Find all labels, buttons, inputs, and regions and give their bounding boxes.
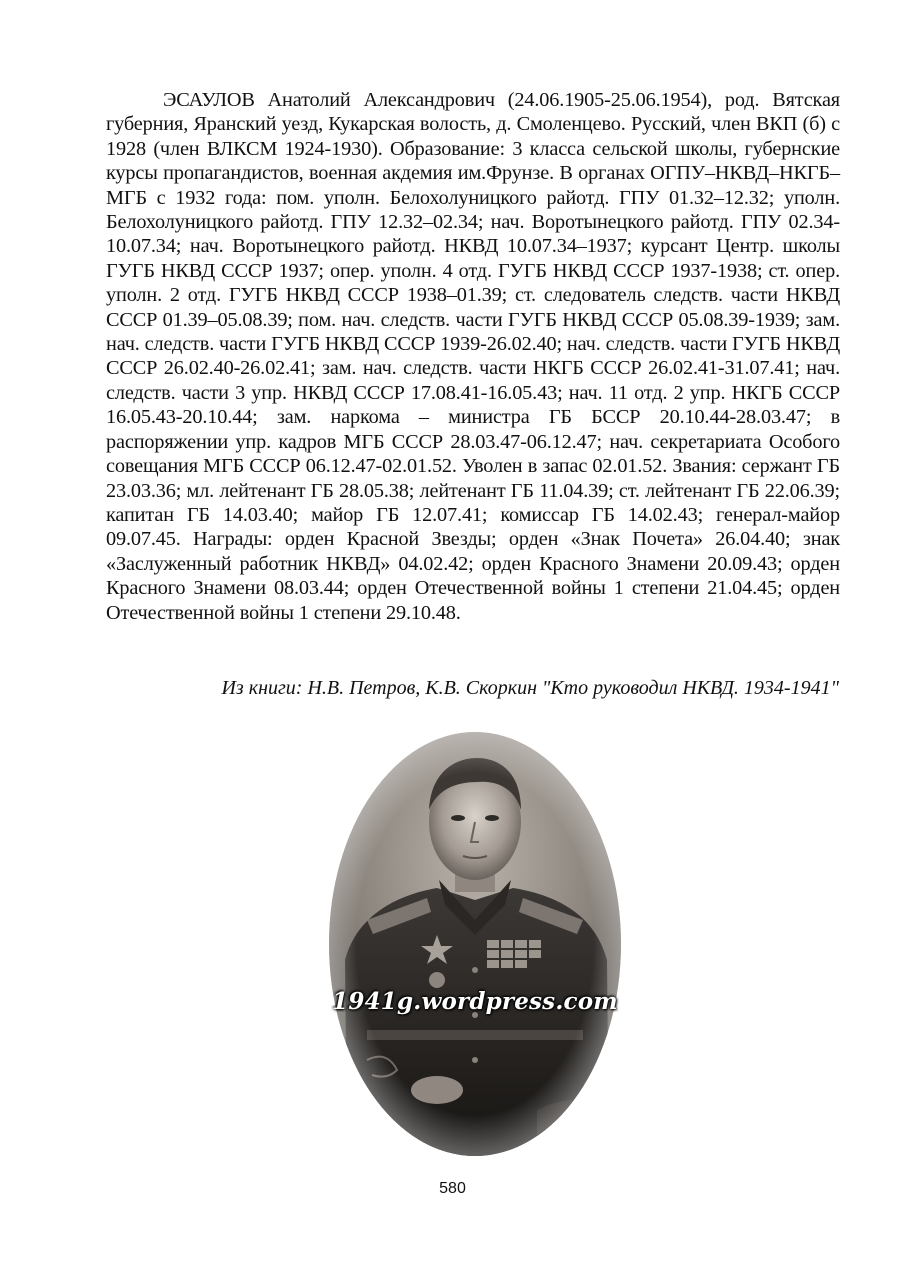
biography-paragraph: ЭСАУЛОВ Анатолий Александрович (24.06.1905-25.06.1954), род. Вятская губерния, Яранский уезд, Кукарская волость, д. Смоленцево. Русский, член ВКП (б) с 1928 (член ВЛКСМ 1924-1930). Образование: 3 класса сельской школы, губернские курсы пропагандистов, военная акдемия им.Фрунзе. В органах ОГПУ–НКВД–НКГБ–МГБ с 1932 года: пом. уполн. Белохолуницкого райотд. ГПУ 01.32–12.32; уполн. Белохолуницкого райотд. ГПУ 12.32–02.34; нач. Воротынецкого райотд. ГПУ 02.34-10.07.34; нач. Воротынецкого райотд. НКВД 10.07.34–1937; курсант Центр. школы ГУГБ НКВД СССР 1937; опер. уполн. 4 отд. ГУГБ НКВД СССР 1937-1938; ст. опер. уполн. 2 отд. ГУГБ НКВД СССР 1938–01.39; ст. следователь следств. части НКВД СССР 01.39–05.08.39; пом. нач. следств. части ГУГБ НКВД СССР 05.08.39-1939; зам. нач. следств. части ГУГБ НКВД СССР 1939-26.02.40; нач. следств. части ГУГБ НКВД СССР 26.02.40-26.02.41; зам. нач. следств. части НКГБ СССР 26.02.41-31.07.41; нач. следств. части 3 упр. НКВД СССР 17.08.41-16.05.43; нач. 11 отд. 2 упр. НКГБ СССР 16.05.43-20.10.44; зам. наркома – министра ГБ БССР 20.10.44-28.03.47; в распоряжении упр. кадров МГБ СССР 28.03.47-06.12.47; нач. секретариата Особого совещания МГБ СССР 06.12.47-02.01.52. Уволен в запас 02.01.52. Звания: сержант ГБ 23.03.36; мл. лейтенант ГБ 28.05.38; лейтенант ГБ 11.04.39; ст. лейтенант ГБ 22.06.39; капитан ГБ 14.03.40; майор ГБ 12.07.41; комиссар ГБ 14.02.43; генерал-майор 09.07.45. Награды: орден Красной Звезды; орден «Знак Почета» 26.04.40; знак «Заслуженный работник НКВД» 04.02.42; орден Красного Знамени 20.09.43; орден Красного Знамени 08.03.44; орден Отечественной войны 1 степени 21.04.45; орден Отечественной войны 1 степени 29.10.48. xyxy=(106,89,840,624)
portrait-photo xyxy=(327,730,623,1158)
source-citation: Из книги: Н.В. Петров, К.В. Скоркин "Кто руководил НКВД. 1934-1941" xyxy=(221,677,839,699)
portrait-image xyxy=(327,730,623,1158)
page-number: 580 xyxy=(439,1180,466,1197)
photo-watermark: 1941g.wordpress.com xyxy=(332,988,618,1015)
